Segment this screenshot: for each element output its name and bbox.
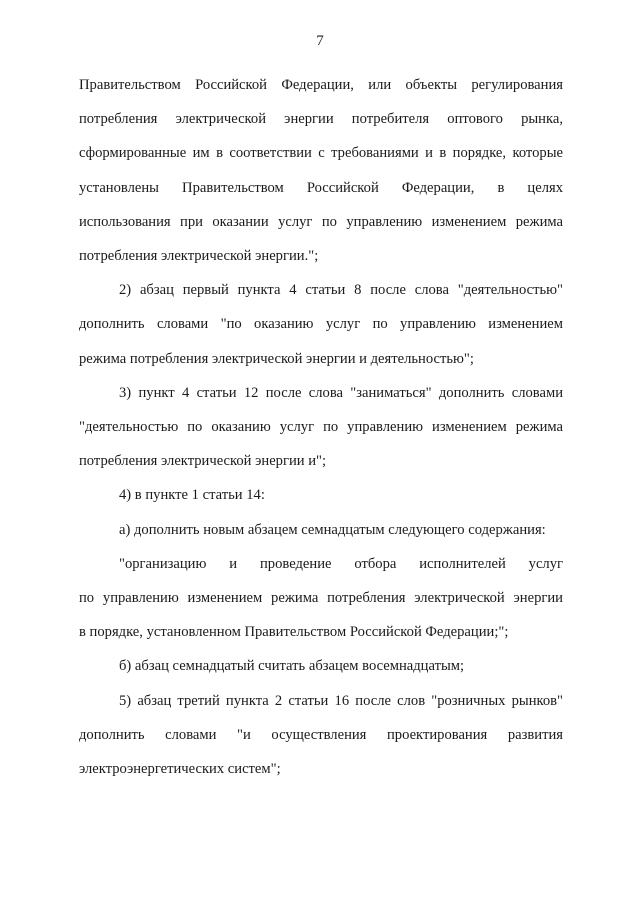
text-line: б) абзац семнадцатый считать абзацем восемнадцатым; xyxy=(119,658,465,675)
text-line: 5) абзац третий пункта 2 статьи 16 после слов "розничных рынков" xyxy=(119,692,563,709)
text-line: "деятельностью по оказанию услуг по управлению изменением режима xyxy=(79,419,563,436)
text-line: Правительством Российской Федерации, или объекты регулирования xyxy=(79,77,563,93)
text-line: 4) в пункте 1 статьи 14: xyxy=(119,487,265,504)
paragraph-quoted-text xyxy=(79,547,563,650)
text-line: дополнить словами "и осуществления проектирования развития xyxy=(79,726,563,743)
text-line: режима потребления электрической энергии и деятельностью"; xyxy=(79,350,474,367)
text-line: потребления электрической энергии потребителя оптового рынка, xyxy=(79,111,563,128)
text-line: потребления электрической энергии."; xyxy=(79,248,319,265)
text-line: использования при оказании услуг по управлению изменением режима xyxy=(79,213,563,230)
text-line: потребления электрической энергии и"; xyxy=(79,453,327,470)
text-line: сформированные им в соответствии с требованиями и в порядке, которые xyxy=(79,145,563,162)
page-number: 7 xyxy=(316,33,324,49)
text-line: установлены Правительством Российской Федерации, в целях xyxy=(79,179,563,196)
text-line: в порядке, установленном Правительством Российской Федерации;"; xyxy=(79,624,509,641)
paragraph-continuation xyxy=(79,68,563,273)
text-line: по управлению изменением режима потребления электрической энергии xyxy=(79,590,563,607)
paragraph-item-3 xyxy=(79,376,563,479)
document-body xyxy=(79,68,563,786)
paragraph-subitem-a xyxy=(79,513,563,547)
paragraph-item-4 xyxy=(79,478,563,512)
text-line: а) дополнить новым абзацем семнадцатым следующего содержания: xyxy=(119,521,546,538)
paragraph-item-2 xyxy=(79,273,563,376)
text-line: дополнить словами "по оказанию услуг по управлению изменением xyxy=(79,316,563,333)
paragraph-item-5 xyxy=(79,684,563,787)
text-line: электроэнергетических систем"; xyxy=(79,761,281,778)
text-line: "организацию и проведение отбора исполнителей услуг xyxy=(119,555,563,572)
text-line: 2) абзац первый пункта 4 статьи 8 после слова "деятельностью" xyxy=(119,282,563,299)
paragraph-subitem-b xyxy=(79,649,563,683)
text-line: 3) пункт 4 статьи 12 после слова "заниматься" дополнить словами xyxy=(119,384,563,401)
